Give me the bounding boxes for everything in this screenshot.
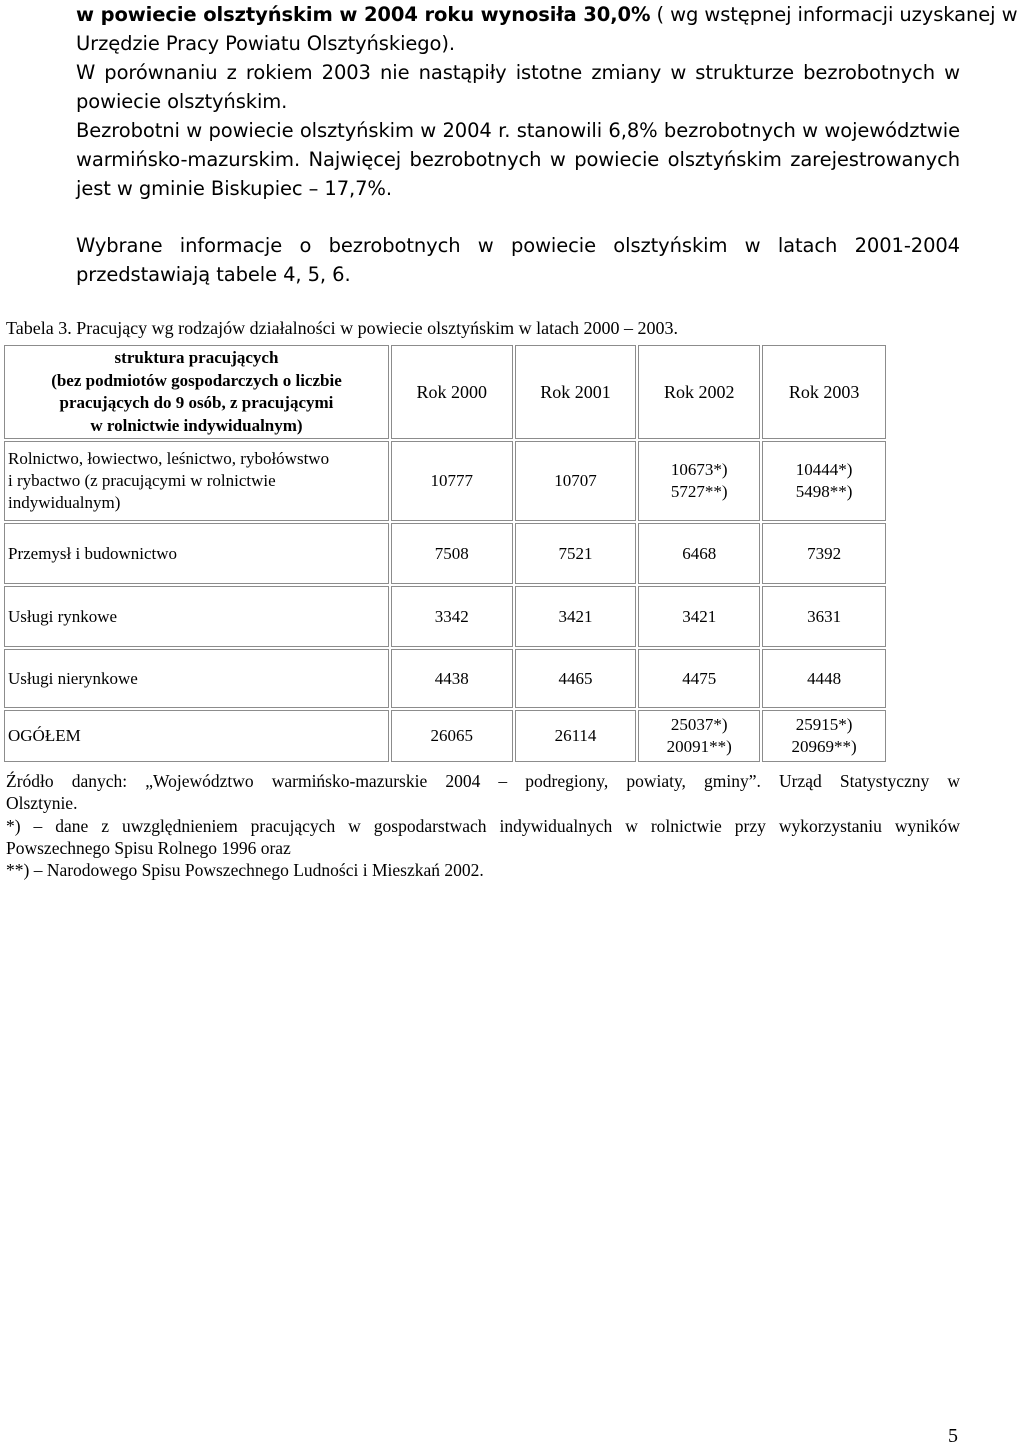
table-header-row [4,345,886,439]
paragraph-tables-reference: Wybrane informacje o bezrobotnych w powiecie olsztyńskim w latach 2001-2004 przedstawiają tabele 4, 5, 6. [76,234,960,286]
cell-value: 10673*) 5727**) [638,441,760,521]
cell-value: 7392 [762,523,886,584]
table-row-nonmarket-services [4,649,886,708]
bold-statement: w powiecie olsztyńskim w 2004 roku wynosiła 30,0% [76,3,651,26]
cell-value: 4448 [762,649,886,708]
cell-value: 25915*) 20969**) [762,710,886,762]
table-row-agriculture [4,441,886,521]
row-label: OGÓŁEM [4,710,389,762]
cell-value: 10444*) 5498**) [762,441,886,521]
cell-value: 10777 [391,441,513,521]
paragraph-structure-comparison: W porównaniu z rokiem 2003 nie nastąpiły istotne zmiany w strukturze bezrobotnych w powiecie olsztyńskim. [76,61,960,113]
row-label: Usługi rynkowe [4,586,389,647]
table-caption: Tabela 3. Pracujący wg rodzajów działalności w powiecie olsztyńskim w latach 2000 – 2003. [6,318,679,338]
cell-value: 3631 [762,586,886,647]
cell-value: 7521 [515,523,637,584]
header-year-2001: Rok 2001 [515,345,637,439]
paragraph-regional-share: Bezrobotni w powiecie olsztyńskim w 2004 r. stanowili 6,8% bezrobotnych w województwie warmińsko-mazurskim. Najwięcej bezrobotnych w powiecie olsztyńskim zarejestrowanych jest w gminie Biskupiec – 17,7%. [76,119,960,200]
cell-value: 25037*) 20091**) [638,710,760,762]
header-year-2002: Rok 2002 [638,345,760,439]
cell-value: 7508 [391,523,513,584]
page-number: 5 [948,1425,958,1447]
cell-value: 3421 [515,586,637,647]
row-label: Usługi nierynkowe [4,649,389,708]
row-label: Przemysł i budownictwo [4,523,389,584]
employment-table [2,343,888,764]
header-structure-cell: struktura pracujących (bez podmiotów gospodarczych o liczbie pracujących do 9 osób, z pracującymi w rolnictwie indywidualnym) [4,345,389,439]
paragraph-unemployment-rate: w powiecie olsztyńskim w 2004 roku wynosiła 30,0% ( wg wstępnej informacji uzyskanej w Urzędzie Pracy Powiatu Olsztyńskiego). [76,3,1017,55]
cell-value: 26114 [515,710,637,762]
table-row-industry [4,523,886,584]
footnote-single-asterisk: *) – dane z uwzględnieniem pracujących w gospodarstwach indywidualnych w rolnictwie przy wykorzystaniu wyników Powszechnego Spisu Rolnego 1996 oraz [6,816,960,858]
cell-value: 3342 [391,586,513,647]
source-note: Źródło danych: „Województwo warmińsko-mazurskie 2004 – podregiony, powiaty, gminy”. Urząd Statystyczny w Olsztynie. [6,771,960,813]
row-label: Rolnictwo, łowiectwo, leśnictwo, rybołówstwo i rybactwo (z pracującymi w rolnictwie indywidualnym) [4,441,389,521]
table-row-total [4,710,886,762]
cell-value: 4465 [515,649,637,708]
header-year-2000: Rok 2000 [391,345,513,439]
table-row-market-services [4,586,886,647]
cell-value: 6468 [638,523,760,584]
header-year-2003: Rok 2003 [762,345,886,439]
cell-value: 26065 [391,710,513,762]
cell-value: 4475 [638,649,760,708]
cell-value: 3421 [638,586,760,647]
footnote-double-asterisk: **) – Narodowego Spisu Powszechnego Ludności i Mieszkań 2002. [6,860,484,880]
cell-value: 10707 [515,441,637,521]
cell-value: 4438 [391,649,513,708]
